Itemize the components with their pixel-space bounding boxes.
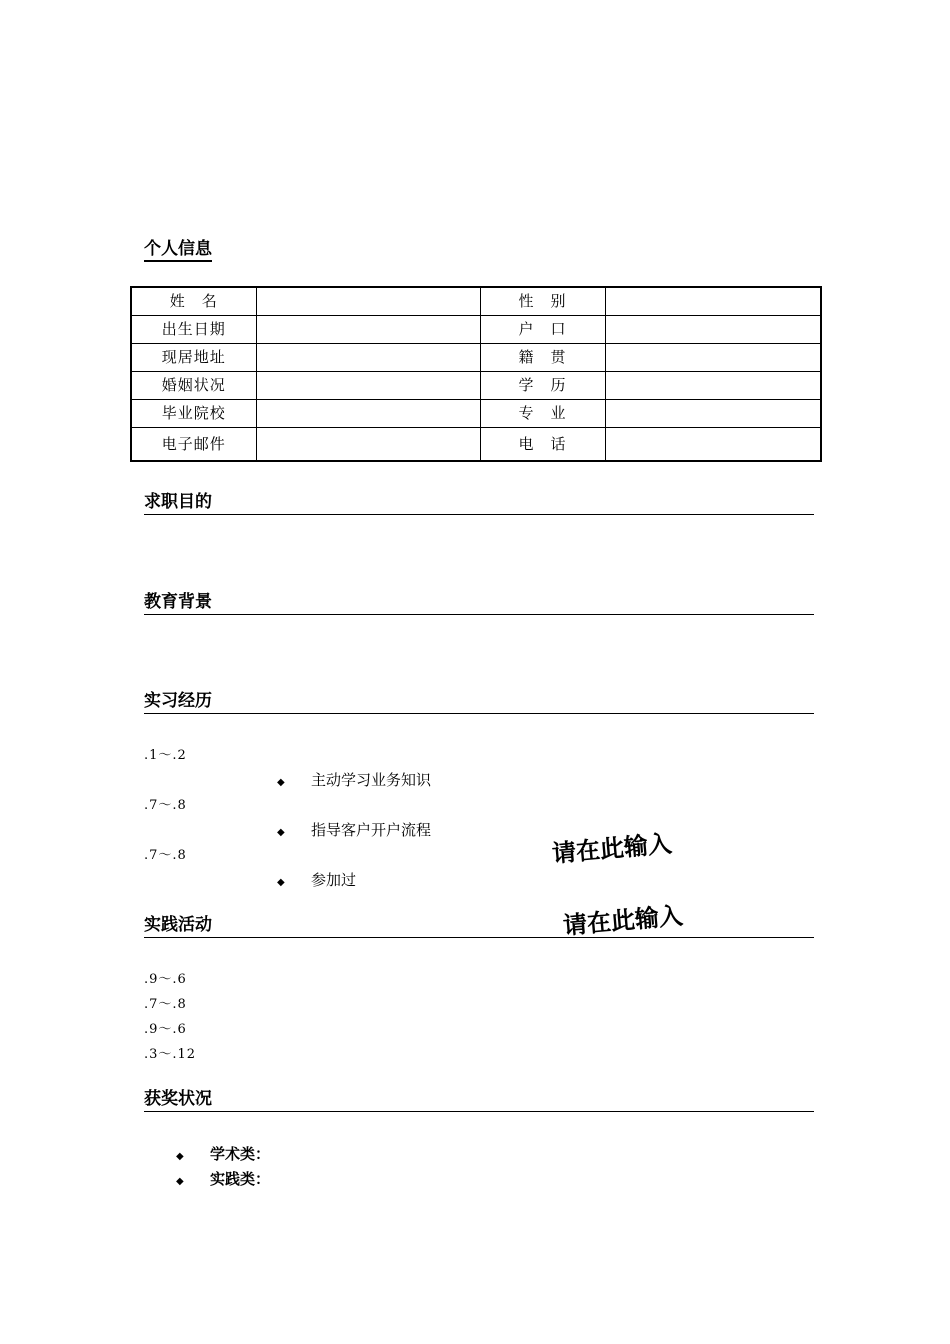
- field-value-gender[interactable]: [605, 287, 821, 316]
- internship-date: .1～.2: [144, 748, 187, 763]
- diamond-bullet-icon: ◆: [277, 827, 285, 838]
- practice-date: .7～.8: [144, 997, 187, 1012]
- placeholder-stamp[interactable]: 请在此输入: [550, 829, 673, 868]
- field-label: 专 业: [480, 400, 605, 428]
- field-label: 现居地址: [131, 344, 256, 372]
- field-value-name[interactable]: [256, 287, 480, 316]
- list-item: [176, 1145, 271, 1163]
- field-value-marital-status[interactable]: [256, 372, 480, 400]
- list-item: [277, 871, 357, 889]
- field-value-major[interactable]: [605, 400, 821, 428]
- field-label: 籍 贯: [480, 344, 605, 372]
- field-value-degree[interactable]: [605, 372, 821, 400]
- field-label: 姓 名: [131, 287, 256, 316]
- practice-date: .9～.6: [144, 1022, 187, 1037]
- practice-date: .3～.12: [144, 1047, 197, 1062]
- table-row: [131, 316, 821, 344]
- list-item: [277, 771, 432, 789]
- section-title-awards: 获奖状况: [144, 1089, 814, 1112]
- practice-date: .9～.6: [144, 972, 187, 987]
- diamond-bullet-icon: ◆: [176, 1151, 184, 1162]
- field-label: 出生日期: [131, 316, 256, 344]
- section-title-practice: 实践活动: [144, 915, 814, 938]
- table-row: [131, 428, 821, 462]
- section-title-education: 教育背景: [144, 592, 814, 615]
- placeholder-stamp[interactable]: 请在此输入: [561, 901, 684, 940]
- table-row: [131, 372, 821, 400]
- field-value-native-place[interactable]: [605, 344, 821, 372]
- field-label: 户 口: [480, 316, 605, 344]
- field-value-birthdate[interactable]: [256, 316, 480, 344]
- section-title-objective: 求职目的: [144, 492, 814, 515]
- diamond-bullet-icon: ◆: [277, 777, 285, 788]
- field-value-school[interactable]: [256, 400, 480, 428]
- field-label: 电 话: [480, 428, 605, 462]
- list-item: [176, 1170, 271, 1188]
- field-label: 性 别: [480, 287, 605, 316]
- field-value-address[interactable]: [256, 344, 480, 372]
- section-title-personal: [144, 239, 212, 261]
- field-value-phone[interactable]: [605, 428, 821, 462]
- award-item-text: 实践类：: [210, 1170, 271, 1188]
- field-label: 婚姻状况: [131, 372, 256, 400]
- diamond-bullet-icon: ◆: [176, 1176, 184, 1187]
- section-title-personal-text: 个人信息: [144, 239, 212, 262]
- internship-date: .7～.8: [144, 798, 187, 813]
- section-title-internship: 实习经历: [144, 691, 814, 714]
- award-item-text: 学术类：: [210, 1145, 271, 1163]
- personal-info-table: [130, 286, 822, 462]
- internship-bullet-text: 指导客户开户流程: [311, 821, 432, 839]
- field-value-email[interactable]: [256, 428, 480, 462]
- table-row: [131, 400, 821, 428]
- internship-bullet-text: 参加过: [311, 871, 357, 889]
- diamond-bullet-icon: ◆: [277, 877, 285, 888]
- field-label: 毕业院校: [131, 400, 256, 428]
- field-value-hukou[interactable]: [605, 316, 821, 344]
- field-label: 电子邮件: [131, 428, 256, 462]
- field-label: 学 历: [480, 372, 605, 400]
- table-row: [131, 287, 821, 316]
- internship-bullet-text: 主动学习业务知识: [311, 771, 432, 789]
- list-item: [277, 821, 432, 839]
- internship-date: .7～.8: [144, 848, 187, 863]
- table-row: [131, 344, 821, 372]
